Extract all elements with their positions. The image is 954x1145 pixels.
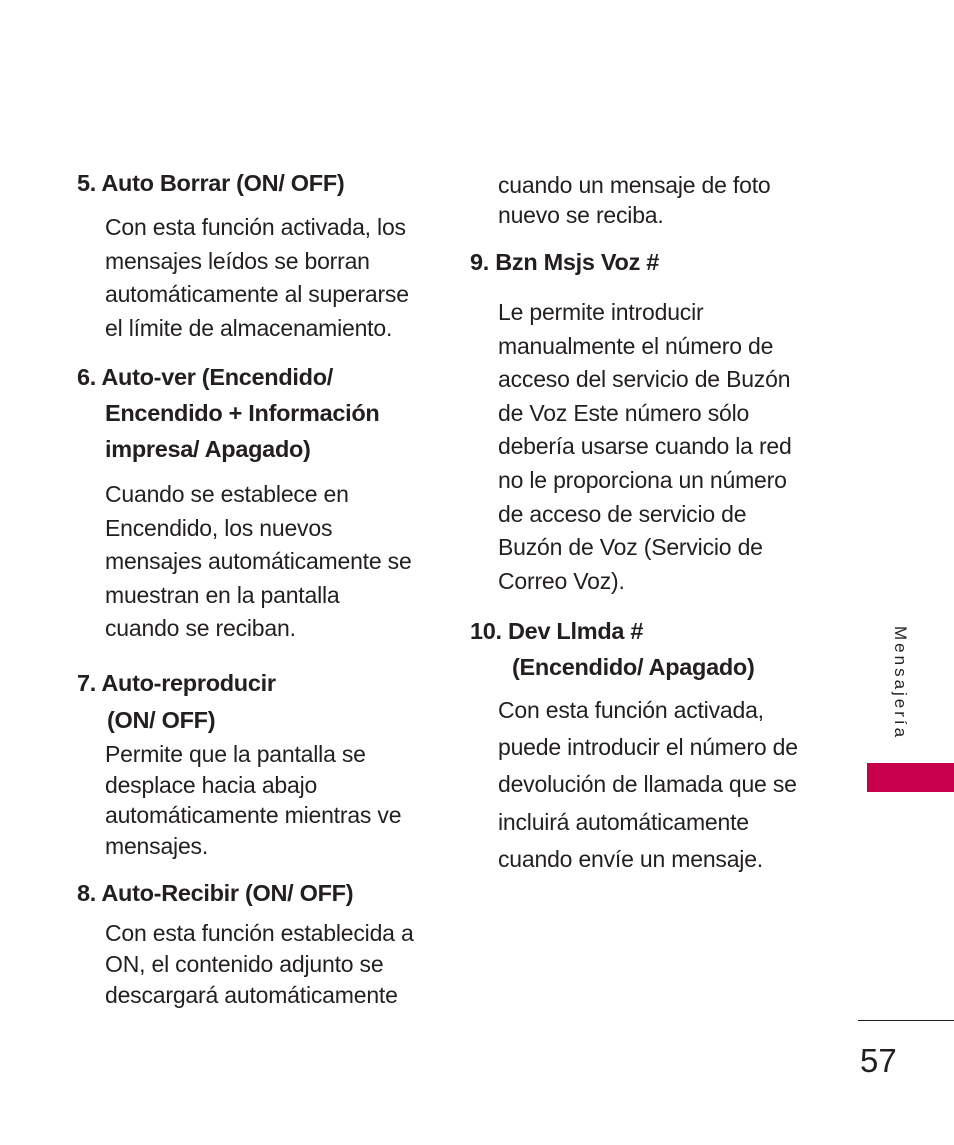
section-6-line: cuando se reciban. [105, 615, 296, 641]
section-5-heading: 5. Auto Borrar (ON/ OFF) [77, 170, 345, 196]
section-8-body [105, 918, 414, 1011]
section-10-body [498, 692, 798, 878]
footer-rule [858, 1020, 954, 1021]
section-7-line: Permite que la pantalla se [105, 741, 366, 767]
section-10-line: devolución de llamada que se [498, 771, 797, 798]
section-6-line: Cuando se establece en [105, 481, 349, 507]
page-number: 57 [860, 1042, 897, 1079]
section-6-line: muestran en la pantalla [105, 581, 340, 608]
section-7-heading-line: (ON/ OFF) [107, 707, 216, 733]
section-9-line: manualmente el número de [498, 332, 774, 359]
section-6-heading [77, 359, 379, 467]
section-10-heading-line: (Encendido/ Apagado) [512, 654, 755, 680]
section-10-line: Con esta función activada, [498, 697, 764, 723]
section-10-heading-line: 10. Dev Llmda # [470, 618, 644, 644]
section-tab-marker [867, 763, 954, 792]
section-5-body [105, 211, 409, 345]
section-9-heading: 9. Bzn Msjs Voz # [470, 249, 660, 275]
section-6-line: mensajes automáticamente se [105, 548, 412, 574]
section-8-heading: 8. Auto-Recibir (ON/ OFF) [77, 880, 354, 906]
section-9-line: Le permite introducir [498, 299, 704, 325]
section-9-line: Buzón de Voz (Servicio de [498, 534, 763, 561]
section-8-line: descargará automáticamente [105, 982, 398, 1008]
section-5-line: automáticamente al superarse [105, 281, 409, 307]
section-9-line: de Voz Este número sólo [498, 399, 750, 426]
section-7-body [105, 739, 401, 861]
section-side-label: Mensajería [891, 626, 910, 741]
section-7-line: automáticamente mientras ve [105, 802, 402, 828]
section-10-line: incluirá automáticamente [498, 808, 749, 835]
section-7-line: mensajes. [105, 832, 209, 859]
section-6-heading-line: Encendido + Información [105, 400, 380, 426]
section-9-line: debería usarse cuando la red [498, 433, 792, 460]
section-8-cont-line: cuando un mensaje de foto [498, 172, 771, 198]
section-6-heading-line: 6. Auto-ver (Encendido/ [77, 364, 333, 390]
section-6-line: Encendido, los nuevos [105, 514, 333, 541]
section-6-body [105, 478, 412, 646]
section-8-line: ON, el contenido adjunto se [105, 951, 384, 977]
section-10-line: cuando envíe un mensaje. [498, 845, 764, 872]
section-9-line: acceso del servicio de Buzón [498, 366, 791, 393]
section-8-line: Con esta función establecida a [105, 920, 414, 946]
section-7-line: desplace hacia abajo [105, 771, 318, 798]
section-5-line: Con esta función activada, los [105, 214, 406, 240]
section-10-heading [470, 613, 754, 685]
section-6-heading-line: impresa/ Apagado) [105, 436, 311, 462]
section-7-heading-line: 7. Auto-reproducir [77, 670, 276, 696]
section-5-line: mensajes leídos se borran [105, 247, 370, 274]
section-9-body [498, 296, 792, 598]
section-10-line: puede introducir el número de [498, 734, 798, 761]
section-9-line: Correo Voz). [498, 567, 625, 594]
section-7-heading [77, 665, 276, 739]
section-9-line: de acceso de servicio de [498, 500, 747, 527]
section-9-line: no le proporciona un número [498, 466, 787, 493]
section-8-cont-line: nuevo se reciba. [498, 202, 664, 228]
section-8-continued [498, 170, 770, 230]
section-5-line: el límite de almacenamiento. [105, 314, 393, 341]
